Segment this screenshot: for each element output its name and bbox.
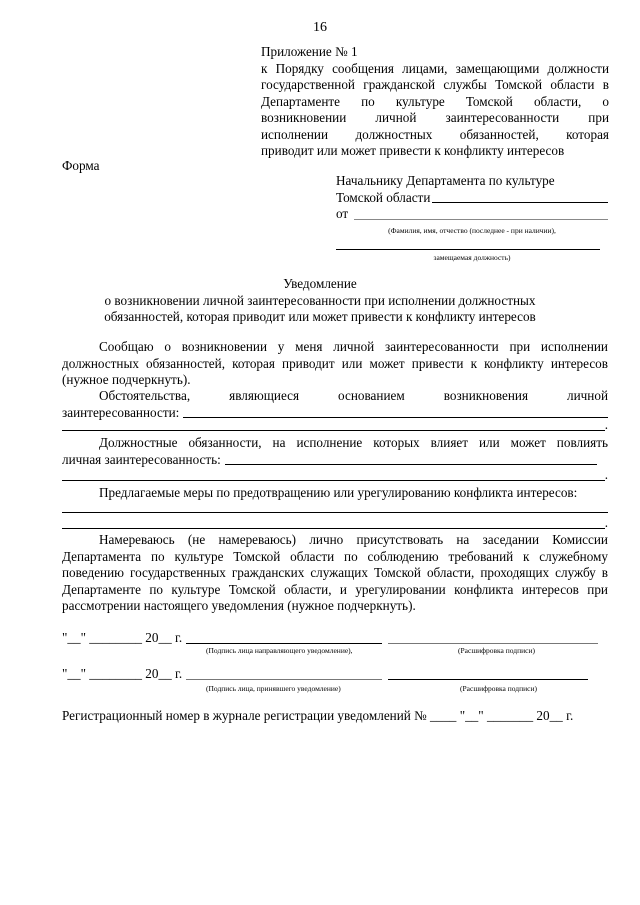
sender-signature-row (62, 630, 608, 647)
appendix-title: Приложение № 1 (261, 44, 358, 59)
from-prefix: от (336, 206, 349, 221)
page-number: 16 (313, 20, 327, 35)
registration-line: Регистрационный номер в журнале регистрации уведомлений № ____ "__" _______ 20__ г. (62, 708, 574, 723)
notice-title: Уведомление (283, 276, 357, 291)
receiver-signature-field[interactable] (186, 679, 382, 680)
notice-subtitle-1: о возникновении личной заинтересованности при исполнении должностных (104, 292, 536, 308)
paragraph-3 (62, 435, 608, 468)
paragraph-1-line: должностных обязанностей, которая приводит или может привести к конфликту интересов (62, 355, 608, 371)
addressee-block (336, 173, 608, 262)
position-caption: замещаемая должность) (433, 252, 511, 262)
addressee-line1: Начальнику Департамента по культуре (336, 173, 555, 188)
period: . (604, 467, 608, 482)
circumstances-field-2[interactable] (62, 430, 605, 431)
duties-field[interactable] (225, 464, 597, 465)
paragraph-1-line: Сообщаю о возникновении у меня личной заинтересованности при исполнении (99, 339, 608, 354)
appendix-line: к Порядку сообщения лицами, замещающими должности (261, 60, 609, 76)
sender-decode-field[interactable] (388, 643, 598, 644)
notice-subtitle-2: обязанностей, которая приводит или может привести к конфликту интересов (104, 309, 536, 324)
period: . (604, 515, 608, 530)
sender-signature-field[interactable] (186, 643, 382, 644)
appendix-line: исполнении должностных обязанностей, которая (261, 126, 609, 142)
appendix-header (261, 44, 609, 160)
receiver-decode-caption: (Расшифровка подписи) (460, 684, 537, 693)
receiver-decode-field[interactable] (388, 679, 588, 680)
receiver-signature-row (62, 666, 608, 683)
paragraph-2-label: заинтересованности: (62, 404, 180, 420)
paragraph-5: Намереваюсь (не намереваюсь) лично присутствовать на заседании Комиссии Департамента по культуре Томской области по соблюдению требований к служебному поведению государственных гражданских служащих Томской области, проходящих службу в Департаменте по культуре Томской области, и урегулировании конфликта интересов при рассмотрении настоящего уведомления (нужное подчеркнуть). (62, 532, 608, 613)
paragraph-3-line: Должностные обязанности, на исполнение которых влияет или может повлиять (99, 435, 608, 450)
appendix-line: приводит или может привести к конфликту интересов (261, 143, 565, 158)
notice-title-block (0, 276, 640, 326)
measures-field[interactable] (62, 512, 608, 513)
duties-field-2[interactable] (62, 480, 605, 481)
receiver-caption: (Подпись лица, принявшего уведомление) (206, 684, 341, 693)
sender-caption: (Подпись лица направляющего уведомление), (206, 646, 353, 655)
fio-caption: (Фамилия, имя, отчество (последнее - при наличии), (388, 225, 556, 235)
position-field[interactable] (336, 235, 600, 250)
measures-field-2[interactable] (62, 528, 605, 529)
paragraph-1-line: (нужное подчеркнуть). (62, 372, 191, 387)
paragraph-3-label: личная заинтересованность: (62, 451, 221, 467)
paragraph-4 (62, 485, 608, 502)
sender-date[interactable]: "__" ________ 20__ г. (62, 630, 183, 645)
paragraph-2-line: Обстоятельства, являющиеся основанием возникновения личной (99, 388, 608, 403)
fio-field[interactable] (354, 219, 608, 220)
receiver-date[interactable]: "__" ________ 20__ г. (62, 666, 183, 681)
circumstances-line-2 (62, 417, 608, 434)
appendix-line: государственной гражданской службы Томской области в (261, 77, 609, 92)
addressee-blank[interactable] (432, 202, 608, 203)
period: . (604, 417, 608, 432)
form-label: Форма (62, 158, 100, 173)
appendix-line: Департаменте по культуре Томской области, о (261, 93, 609, 109)
paragraph-1 (62, 339, 608, 389)
measures-line-2 (62, 515, 608, 532)
addressee-line2: Томской области (336, 189, 431, 205)
paragraph-4-line: Предлагаемые меры по предотвращению или урегулированию конфликта интересов: (99, 485, 578, 500)
duties-line-2 (62, 467, 608, 484)
sender-decode-caption: (Расшифровка подписи) (458, 646, 535, 655)
appendix-line: возникновении личной заинтересованности при (261, 110, 609, 125)
